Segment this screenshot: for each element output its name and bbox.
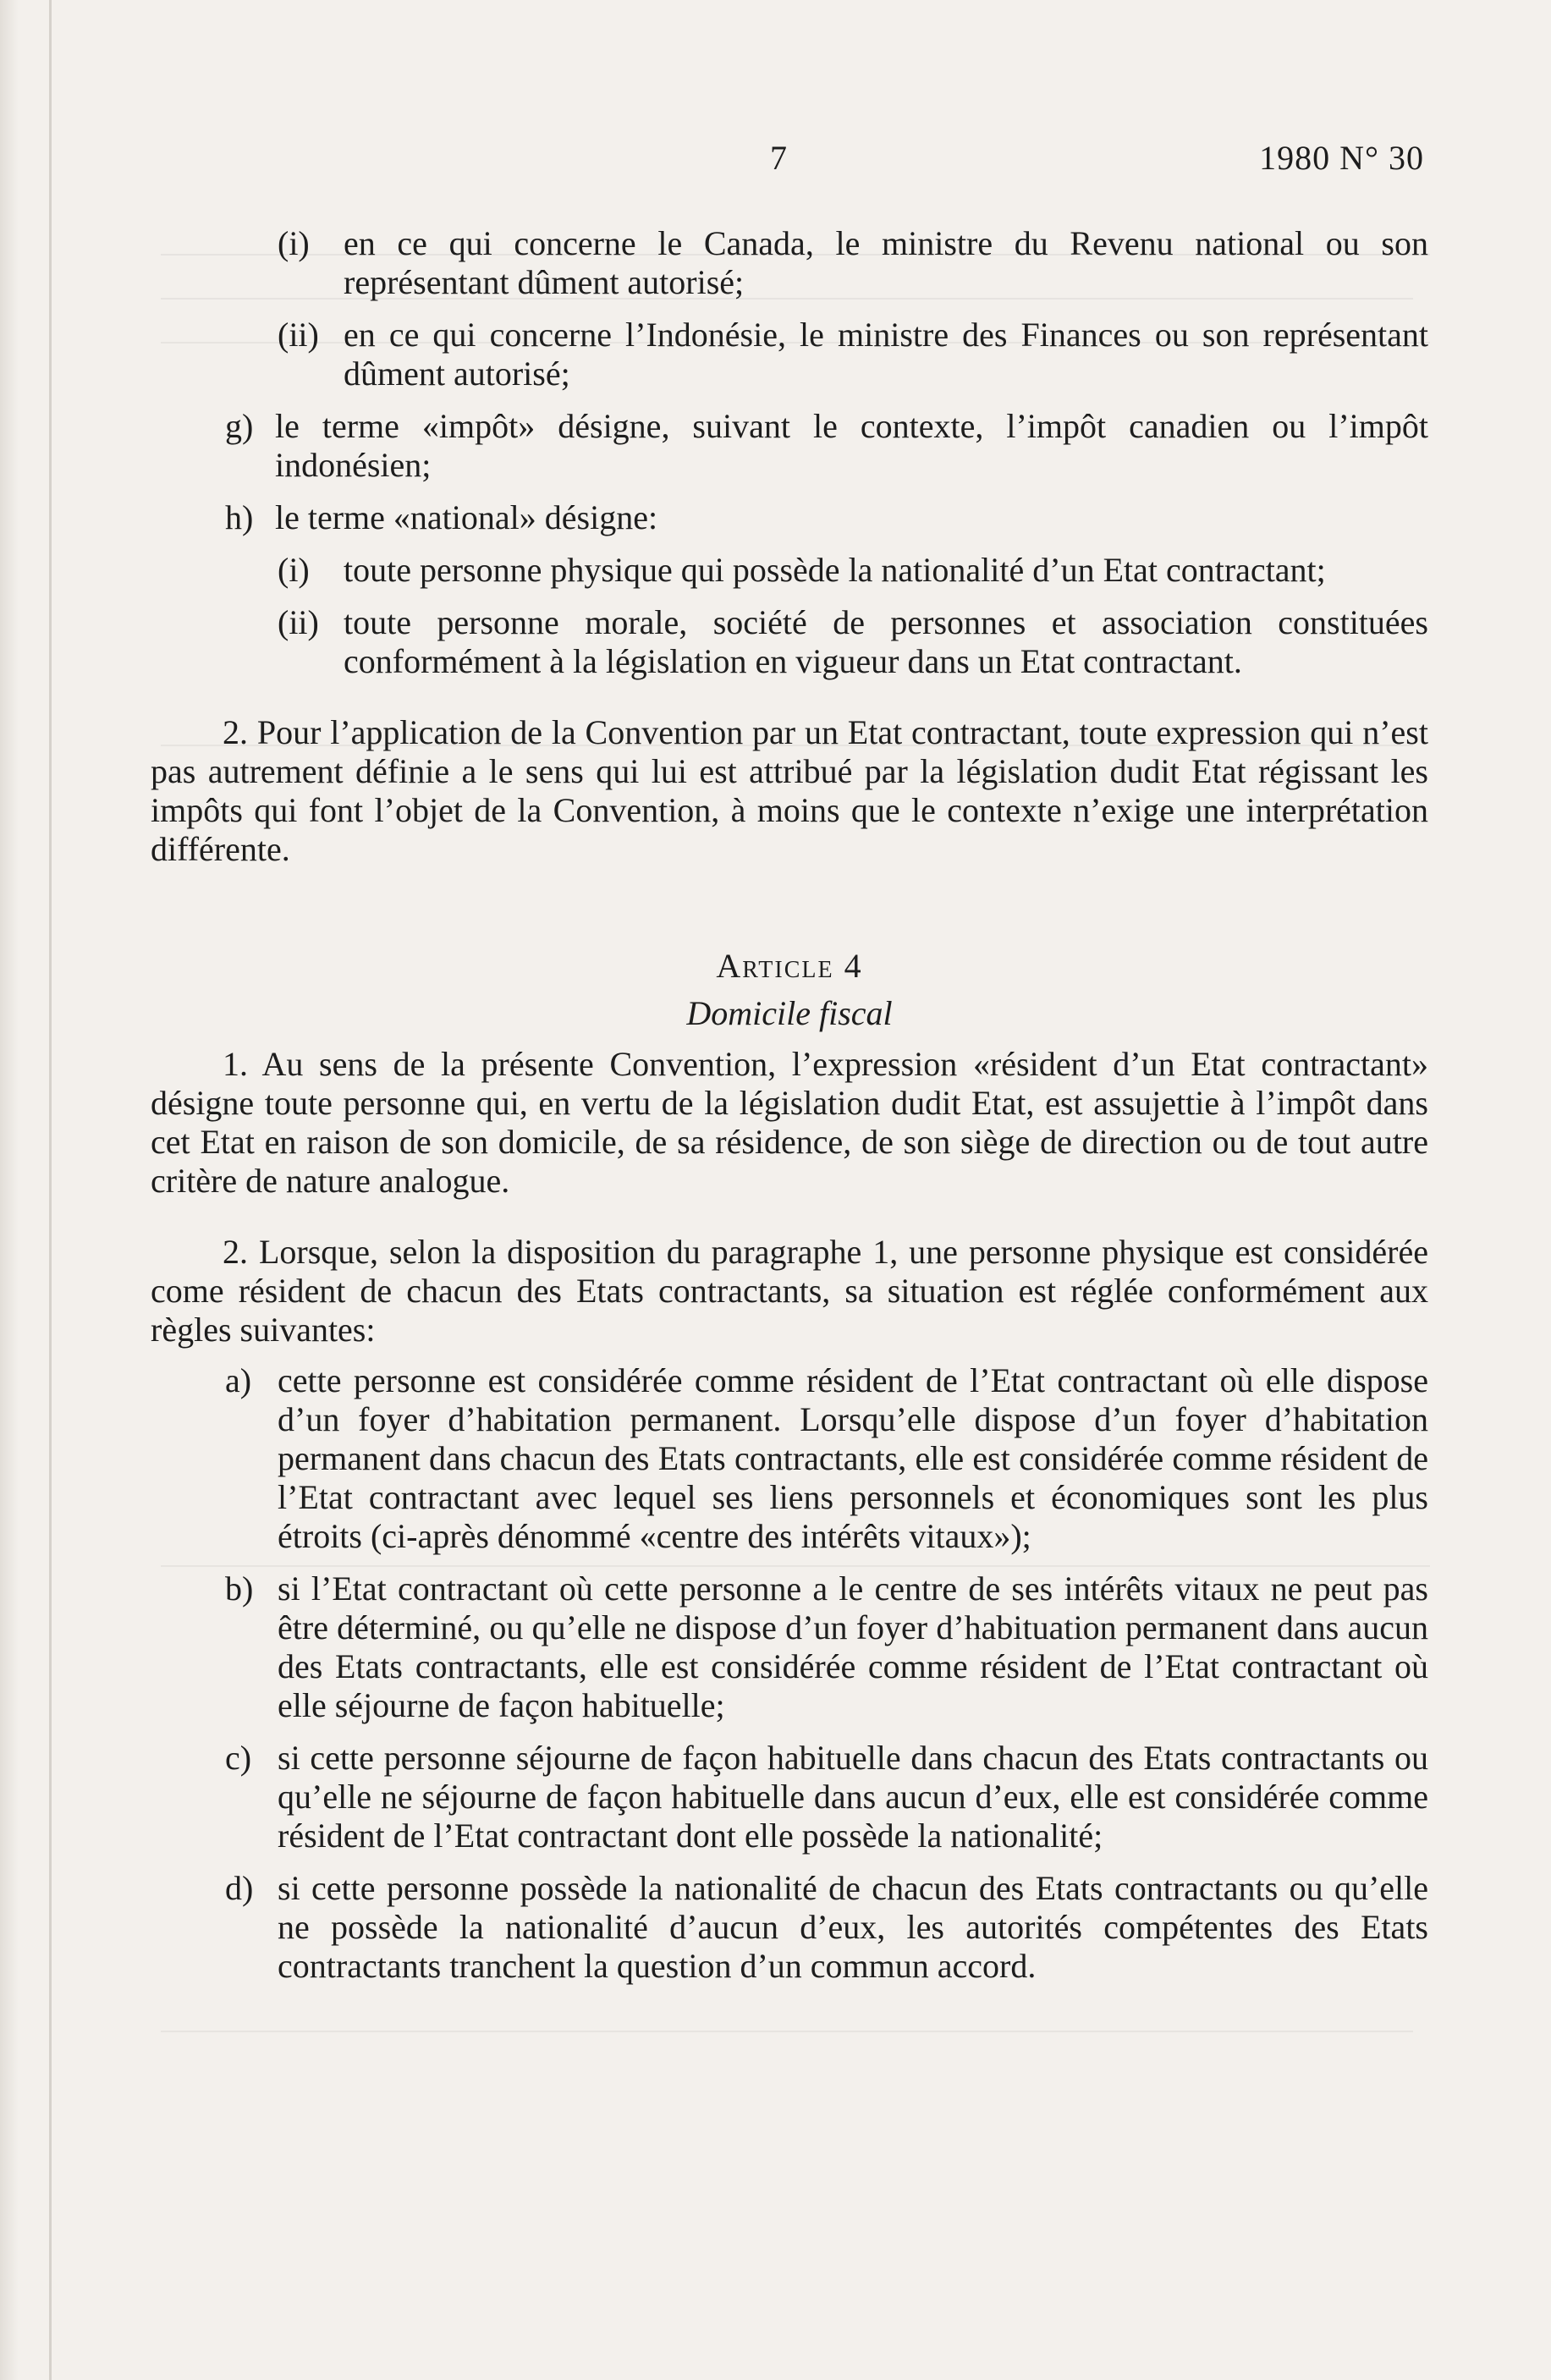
- page-header: [0, 138, 1551, 180]
- item-text: le terme «national» désigne:: [275, 498, 658, 536]
- item-marker: a): [225, 1361, 252, 1399]
- definition-item-g: [151, 407, 1428, 485]
- item-marker: g): [225, 407, 254, 445]
- residence-rule-c: [151, 1739, 1428, 1855]
- residence-rule-b: [151, 1569, 1428, 1725]
- item-marker: (ii): [278, 316, 319, 354]
- residence-rule-a: [151, 1361, 1428, 1556]
- page-edge-line: [49, 0, 52, 2380]
- page-shadow: [0, 0, 19, 2380]
- item-text: en ce qui concerne l’Indonésie, le ministre des Finances ou son représentant dûment autorisé;: [344, 316, 1428, 393]
- item-marker: d): [225, 1869, 254, 1907]
- item-text: en ce qui concerne le Canada, le ministre du Revenu national ou son représentant dûment autorisé;: [344, 224, 1428, 301]
- item-text: si cette personne possède la nationalité de chacun des Etats contractants ou qu’elle ne possède la nationalité d’aucun d’eux, les autorités compétentes des Etats contractants tranchent la question d’un commun accord.: [278, 1869, 1428, 1985]
- item-marker: (ii): [278, 603, 319, 641]
- item-marker: c): [225, 1739, 252, 1777]
- item-text: cette personne est considérée comme résident de l’Etat contractant où elle dispose d’un foyer d’habitation permanent. Lorsqu’elle dispose d’un foyer d’habitation permanent dans chacun des Etats contractants, elle est considérée comme résident de l’Etat contractant avec lequel ses liens personnels et économiques sont les plus étroits (ci-après dénommé «centre des intérêts vitaux»);: [278, 1361, 1428, 1555]
- item-text: si l’Etat contractant où cette personne a le centre de ses intérêts vitaux ne peut pas être déterminé, ou qu’elle ne dispose d’un foyer d’habituation permanent dans aucun des Etats contractants, elle est considérée comme résident de l’Etat contractant où elle séjourne de façon habituelle;: [278, 1569, 1428, 1724]
- definition-item-ii-indonesia: [151, 316, 1428, 393]
- definition-item-h-i: [151, 551, 1428, 590]
- article-subtitle: Domicile fiscal: [686, 994, 893, 1032]
- document-reference: 1980 N° 30: [1259, 139, 1424, 177]
- item-text: toute personne morale, société de personnes et association constituées conformément à la législation en vigueur dans un Etat contractant.: [344, 603, 1428, 680]
- item-marker: b): [225, 1569, 254, 1608]
- article4-paragraph-2: 2. Lorsque, selon la disposition du paragraphe 1, une personne physique est considérée come résident de chacun des Etats contractants, sa situation est réglée conformément aux règles suivantes:: [151, 1233, 1428, 1349]
- item-text: toute personne physique qui possède la nationalité d’un Etat contractant;: [344, 551, 1326, 589]
- item-marker: h): [225, 498, 254, 536]
- residence-rule-d: [151, 1869, 1428, 1986]
- item-marker: (i): [278, 224, 310, 262]
- article-heading: Article 4: [716, 947, 863, 985]
- definition-item-i-canada: [151, 224, 1428, 302]
- article4-paragraph-1: 1. Au sens de la présente Convention, l’expression «résident d’un Etat contractant» désigne toute personne qui, en vertu de la législation dudit Etat, est assujettie à l’impôt dans cet Etat en raison de son domicile, de sa résidence, de son siège de direction ou de tout autre critère de nature analogue.: [151, 1045, 1428, 1200]
- page-body: [151, 224, 1428, 1999]
- definition-item-h-ii: [151, 603, 1428, 681]
- item-text: le terme «impôt» désigne, suivant le contexte, l’impôt canadien ou l’impôt indonésien;: [275, 407, 1428, 484]
- page-number: 7: [770, 139, 787, 177]
- item-marker: (i): [278, 551, 310, 589]
- item-text: si cette personne séjourne de façon habituelle dans chacun des Etats contractants ou qu’elle ne séjourne de façon habituelle dans aucun d’eux, elle est considérée comme résident de l’Etat contractant dont elle possède la nationalité;: [278, 1739, 1428, 1855]
- paragraph-2-definitions: 2. Pour l’application de la Convention par un Etat contractant, toute expression qui n’est pas autrement définie a le sens qui lui est attribué par la législation dudit Etat régissant les impôts qui font l’objet de la Convention, à moins que le contexte n’exige une interprétation différente.: [151, 713, 1428, 868]
- definition-item-h: [151, 498, 1428, 537]
